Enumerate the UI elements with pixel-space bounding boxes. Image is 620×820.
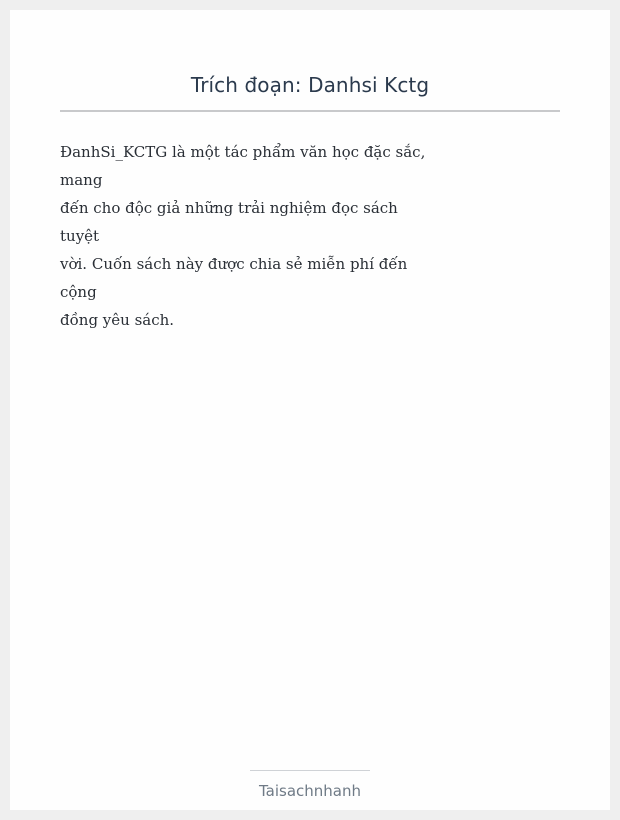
excerpt-line: mang bbox=[60, 171, 103, 189]
footer-site-name: Taisachnhanh bbox=[258, 782, 362, 800]
excerpt-line: tuyệt bbox=[60, 227, 100, 245]
footer-divider bbox=[250, 770, 370, 771]
excerpt-line: đồng yêu sách. bbox=[60, 311, 175, 329]
title-divider bbox=[60, 110, 560, 112]
page-title: Trích đoạn: Danhsi Kctg bbox=[190, 73, 430, 97]
excerpt-line: vời. Cuốn sách này được chia sẻ miễn phí đến bbox=[60, 255, 408, 273]
excerpt-line: đến cho độc giả những trải nghiệm đọc sách bbox=[60, 199, 398, 217]
excerpt-body bbox=[60, 138, 440, 334]
excerpt-line: ĐanhSi_KCTG là một tác phẩm văn học đặc sắc, bbox=[60, 143, 426, 161]
excerpt-line: cộng bbox=[60, 283, 97, 301]
document-page bbox=[10, 10, 610, 810]
